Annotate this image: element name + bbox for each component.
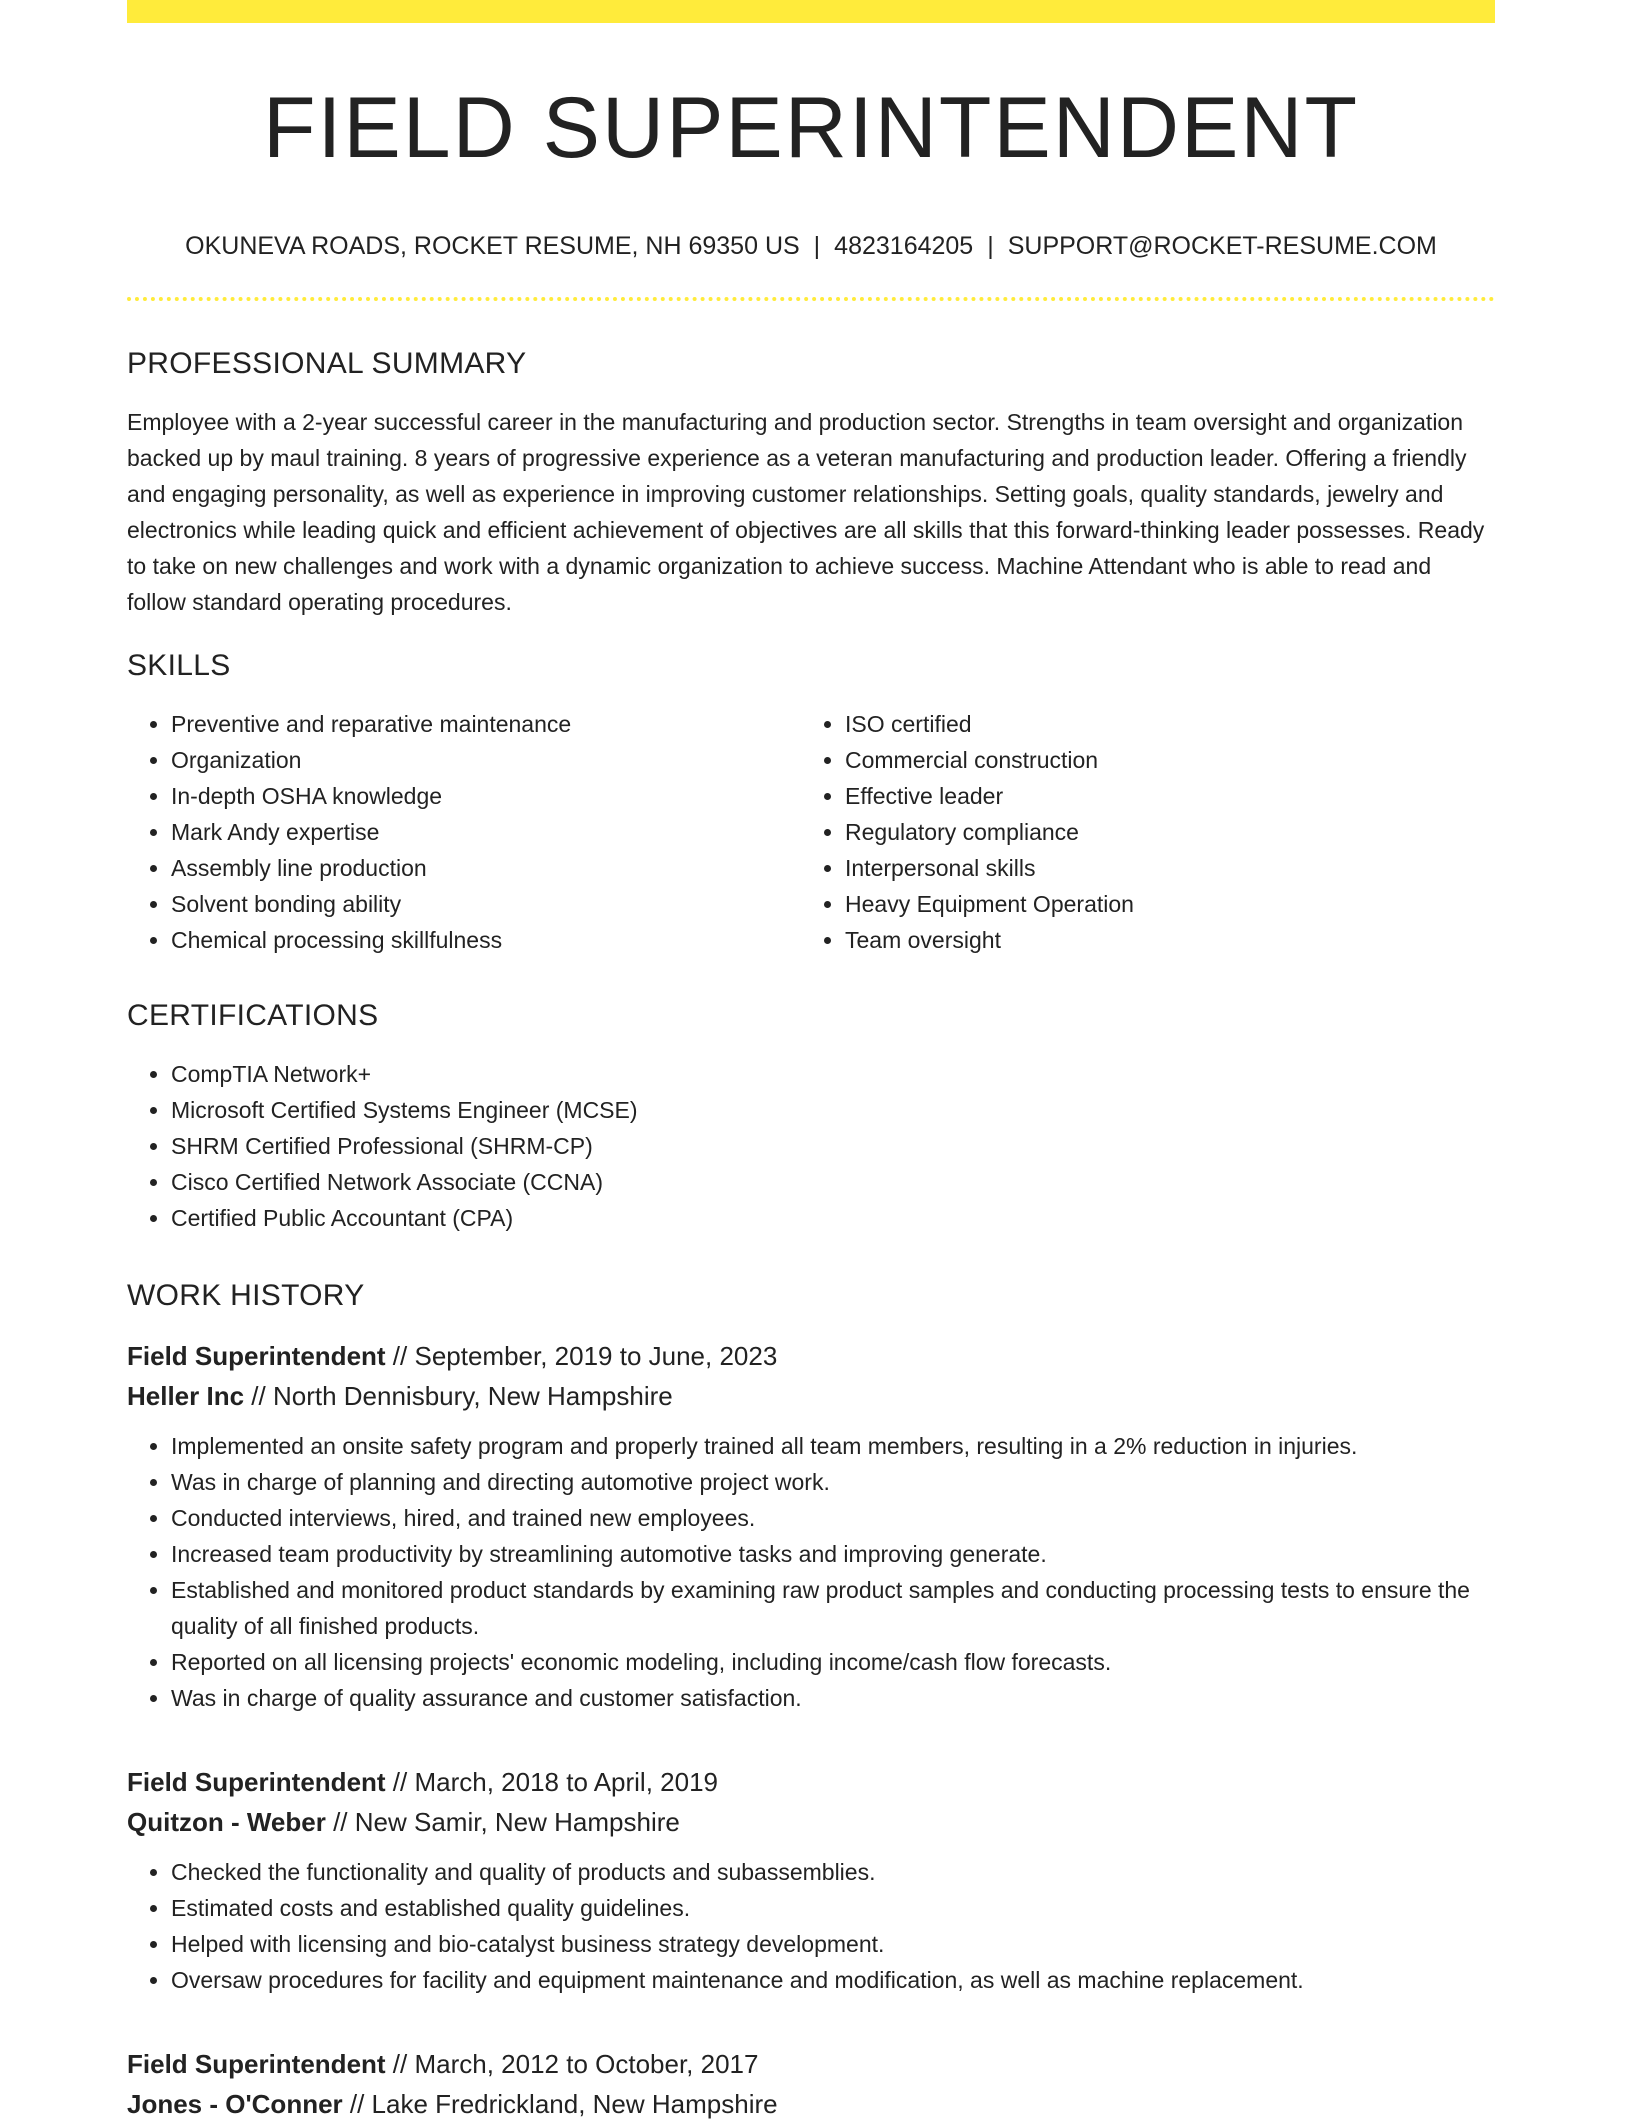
skill-item: • Solvent bonding ability — [171, 886, 801, 922]
job-title-line — [127, 1762, 1495, 1802]
skills-section — [127, 648, 1495, 958]
certifications-section — [127, 998, 1495, 1236]
job-bullet: • Was in charge of planning and directing automotive project work. — [171, 1464, 1495, 1500]
job-bullets — [127, 1428, 1495, 1716]
contact-separator: | — [987, 232, 994, 260]
dotted-divider — [127, 297, 1495, 301]
job-bullet: • Established and monitored product standards by examining raw product samples and conducting processing tests to ensure the quality of all finished products. — [171, 1572, 1495, 1644]
contact-phone: 4823164205 — [834, 232, 974, 260]
job-company: Jones - O'Conner — [127, 2089, 343, 2119]
job-title: Field Superintendent — [127, 1341, 386, 1371]
skill-item: • Organization — [171, 742, 801, 778]
summary-section — [127, 346, 1495, 620]
job-bullet: • Checked the functionality and quality of products and subassemblies. — [171, 1854, 1495, 1890]
certification-item: • Certified Public Accountant (CPA) — [171, 1200, 1495, 1236]
work-history-heading: WORK HISTORY — [127, 1279, 365, 1312]
summary-heading: PROFESSIONAL SUMMARY — [127, 347, 527, 380]
job-bullet: • Helped with licensing and bio-catalyst business strategy development. — [171, 1926, 1495, 1962]
skill-item: • Effective leader — [845, 778, 1475, 814]
job-bullet: • Estimated costs and established quality guidelines. — [171, 1890, 1495, 1926]
skill-item: • Interpersonal skills — [845, 850, 1475, 886]
job-bullet: • Oversaw procedures for facility and equipment maintenance and modification, as well as machine replacement. — [171, 1962, 1495, 1998]
job-bullets — [127, 1854, 1495, 1998]
skill-item: • Chemical processing skillfulness — [171, 922, 801, 958]
job-title-line — [127, 1336, 1495, 1376]
certification-item: • Microsoft Certified Systems Engineer (MCSE) — [171, 1092, 1495, 1128]
top-accent-bar — [127, 0, 1495, 23]
job-bullet: • Conducted interviews, hired, and trained new employees. — [171, 1500, 1495, 1536]
job-location: // North Dennisbury, New Hampshire — [244, 1381, 673, 1411]
skill-item: • ISO certified — [845, 706, 1475, 742]
skills-column-left — [127, 706, 801, 958]
job-location: // Lake Fredrickland, New Hampshire — [342, 2089, 778, 2119]
contact-line — [127, 231, 1495, 261]
skills-grid — [127, 706, 1495, 958]
skill-item: • Commercial construction — [845, 742, 1475, 778]
job-bullet: • Reported on all licensing projects' economic modeling, including income/cash flow forecasts. — [171, 1644, 1495, 1680]
work-history-section — [127, 1278, 1495, 2124]
summary-text: Employee with a 2-year successful career in the manufacturing and production sector. Strengths in team oversight and organization backed up by maul training. 8 years of progressive experience as a veteran manufacturing and production leader. Offering a friendly and engaging personality, as well as experience in improving customer relationships. Setting goals, quality standards, jewelry and electronics while leading quick and efficient achievement of objectives are all skills that this forward-thinking leader possesses. Ready to take on new challenges and work with a dynamic organization to achieve success. Machine Attendant who is able to read and follow standard operating procedures. — [127, 409, 1485, 615]
certification-item: • SHRM Certified Professional (SHRM-CP) — [171, 1128, 1495, 1164]
skills-heading: SKILLS — [127, 649, 231, 682]
job-dates: // September, 2019 to June, 2023 — [385, 1341, 778, 1371]
resume-page — [127, 0, 1495, 2124]
certifications-list — [127, 1056, 1495, 1236]
job-bullet: • Implemented an onsite safety program and properly trained all team members, resulting in a 2% reduction in injuries. — [171, 1428, 1495, 1464]
skill-item: • Assembly line production — [171, 850, 801, 886]
resume-name: FIELD SUPERINTENDENT — [262, 80, 1360, 176]
skill-item: • Mark Andy expertise — [171, 814, 801, 850]
skills-column-right — [801, 706, 1475, 958]
job-bullet: • Was in charge of quality assurance and customer satisfaction. — [171, 1680, 1495, 1716]
certification-item: • CompTIA Network+ — [171, 1056, 1495, 1092]
job-entry — [127, 1762, 1495, 1998]
job-company-line — [127, 1802, 1495, 1842]
certification-item: • Cisco Certified Network Associate (CCNA) — [171, 1164, 1495, 1200]
certifications-heading: CERTIFICATIONS — [127, 999, 379, 1032]
skill-item: • Team oversight — [845, 922, 1475, 958]
job-location: // New Samir, New Hampshire — [325, 1807, 680, 1837]
job-entry — [127, 1336, 1495, 1716]
skill-item: • Preventive and reparative maintenance — [171, 706, 801, 742]
job-company: Heller Inc — [127, 1381, 245, 1411]
contact-separator: | — [813, 232, 821, 260]
job-entry — [127, 2044, 1495, 2124]
contact-address: OKUNEVA ROADS, ROCKET RESUME, NH 69350 US — [185, 232, 800, 260]
job-title: Field Superintendent — [127, 2049, 386, 2079]
contact-email: SUPPORT@ROCKET-RESUME.COM — [1007, 232, 1437, 260]
skill-item: • In-depth OSHA knowledge — [171, 778, 801, 814]
job-company: Quitzon - Weber — [127, 1807, 326, 1837]
job-dates: // March, 2012 to October, 2017 — [385, 2049, 759, 2079]
skill-item: • Regulatory compliance — [845, 814, 1475, 850]
job-title-line — [127, 2044, 1495, 2084]
job-title: Field Superintendent — [127, 1767, 386, 1797]
job-company-line — [127, 1376, 1495, 1416]
job-company-line — [127, 2084, 1495, 2124]
job-bullet: • Increased team productivity by streamlining automotive tasks and improving generate. — [171, 1536, 1495, 1572]
job-dates: // March, 2018 to April, 2019 — [385, 1767, 718, 1797]
skill-item: • Heavy Equipment Operation — [845, 886, 1475, 922]
